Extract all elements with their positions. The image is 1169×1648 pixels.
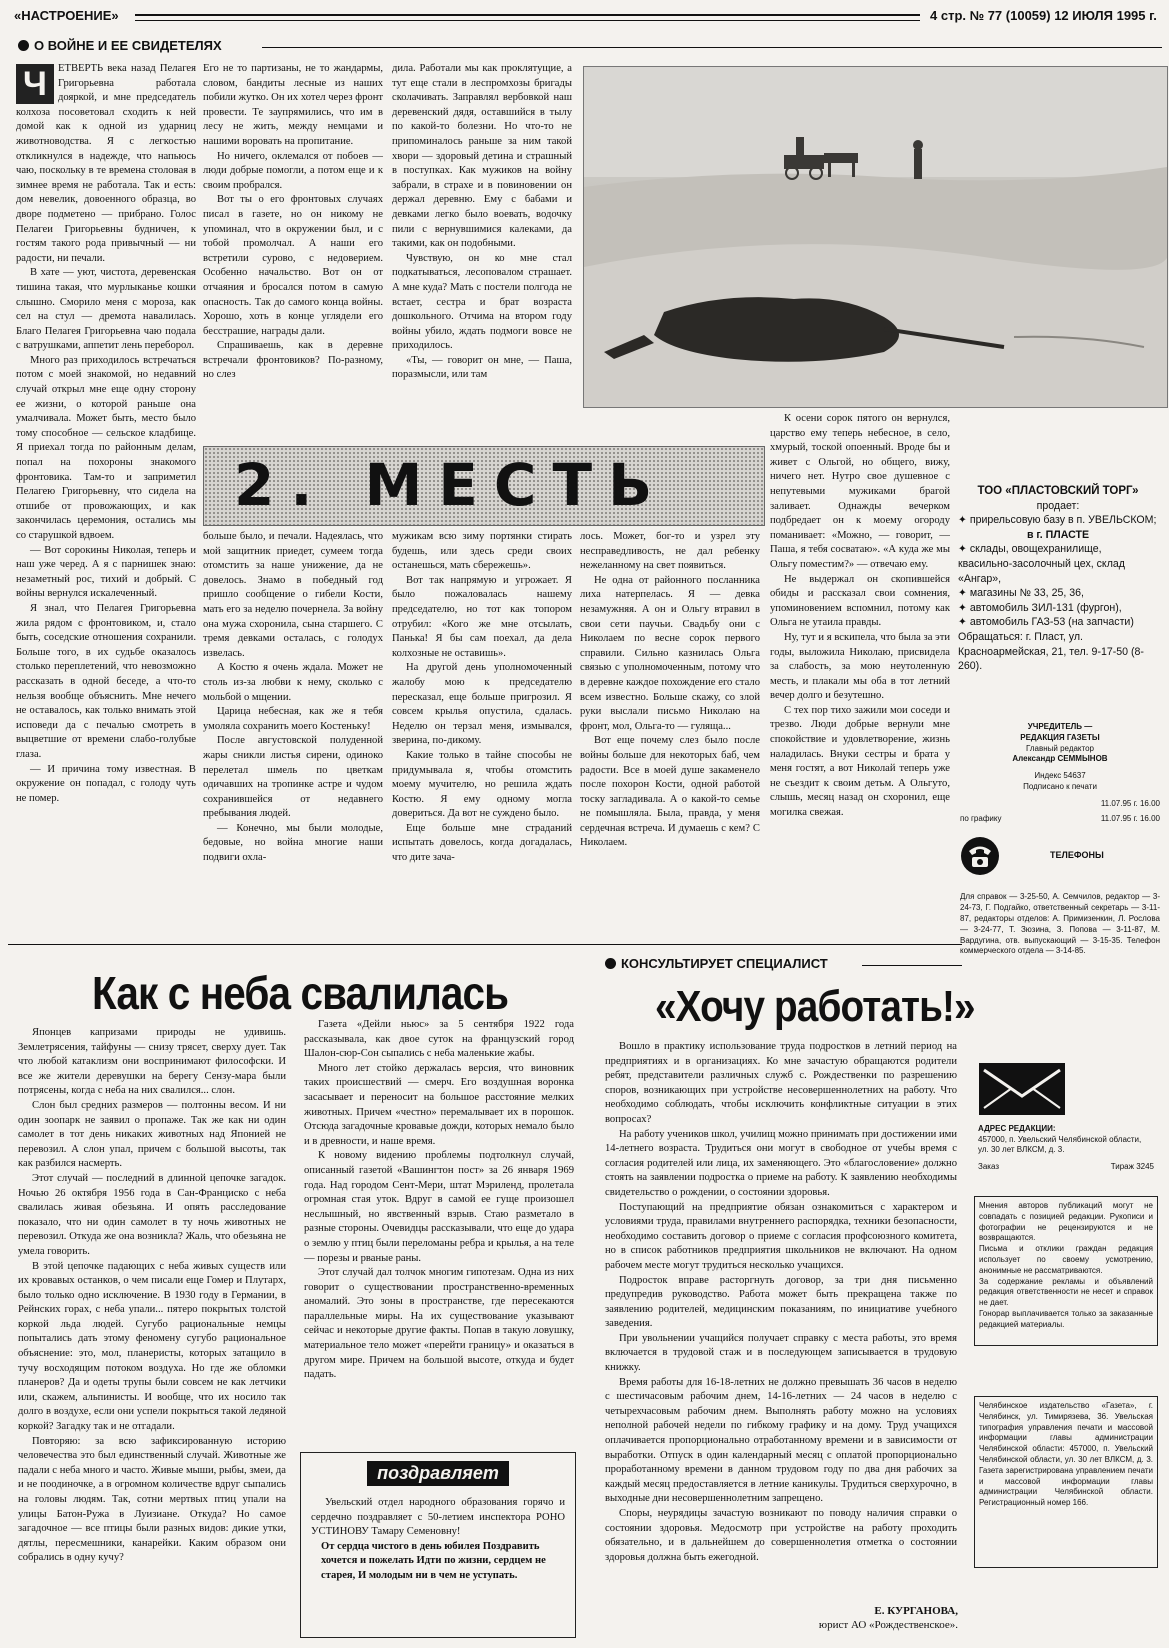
paragraph: Слон был средних размеров — полтонны весом. И ни один зоопарк не заявил о пропаже. Так же как ни один самолет в тот день никаких животных над Японией не перевозил. А слон упал, причем с большой высоты, так как разбился насмерть. [18, 1099, 286, 1170]
article1-col3 [392, 62, 572, 442]
paragraph: Ну, тут и я вскипела, что была за эти годы, выложила Николаю, присвидела за слабость, за мою неутоленную месть, и плакали мы оба в тот летний вечер долго и безутешно. [770, 631, 950, 702]
paragraph: — Вот сорокины Николая, теперь и наш уже черед. А я с парнишек знаю: незаметный рос, тихий и добрый. С войны вернулся искалеченный. [16, 544, 196, 600]
notice-paragraph: Гонорар выплачивается только за заказанные редакцией материалы. [979, 1308, 1153, 1329]
address-box [978, 1062, 1154, 1184]
paragraph: Время работы для 16-18-летних не должно превышать 36 часов в неделю с шестичасовым рабочим днем, 14-16-летних — 24 часов в неделю с четырехчасовым рабочим днем. Выполнять работу можно на условиях неполной рабочей недели по гибкому графику и на дому. Труд учащихся оплачивается пропорционально отработанному времени и в зависимости от выработки. Отпуск в один календарный месяц с оплатой пропорционально проработанному времени в данном трудовом году по два дня рабочих за каждый месяц предоставляется в летние каникулы. Трудиться сверхурочно, в выходные дни несовершеннолетним запрещено. [605, 1376, 957, 1505]
paragraph: дила. Работали мы как проклятущие, а тут еще стали в леспромхозы бригады сколачивать. Заправлял вербовкой наш деревенский дядя, оставшийся в тылу по какой-то болезни. Но что-то не припоминалось раньше за ним такой хвори — здоровый детина и страшный в поступках. Как мужиков на войну забрали, в страхе и в повиновении он держал деревню. Ему с бабами и девками легко было воевать, водочку пили с вернувшимися калеками, да такими, как он подобными. [392, 63, 572, 250]
address-text: 457000, п. Увельский Челябинской области, ул. 30 лет ВЛКСМ, д. 3. [978, 1134, 1142, 1155]
paragraph: Вот ты о его фронтовых случаях писал в газете, но он никому не упоминал, что в окружении был, и с тобой промолчал. А наши его встретили сурово, с недоверием. Особенно начальство. Вот он от отчаяния и бросался потом в самую опасность. Так до самого конца войны. Хорошо, хоть в конце углядели его бесстрашие, награды дали. [203, 194, 383, 337]
ad-item: ✦ склады, овощехранилище, квасильно-засолочный цех, склад «Ангар», [958, 543, 1125, 585]
header-rule [135, 14, 920, 21]
paragraph: На работу учеников школ, училищ можно принимать при достижении ими 14-летнего возраста. Трудиться они могут в свободное от учебы время с согласия родителей или лица, их заменяющего. Это «благословение» должно стоять на заявлении подростка о приеме на работу. К заявлению необходимы свидетельство о рождении, о состоянии здоровья. [605, 1128, 957, 1198]
notice-paragraph: За содержание рекламы и объявлений редакция ответственности не несет и справок не дает. [979, 1276, 1153, 1308]
founder-line: УЧРЕДИТЕЛЬ — [1027, 722, 1093, 731]
paragraph: Не одна от районного посланника лиха натерпелась. Я — девка незамужняя. А он и Ольгу втравил в свои сети паучьи. Свадьбу они с Николаем по весне сорок первого справили. Сильно казнилась Ольга связью с уполномоченным, потому что в деревне каждое похождение его стало всем известно. Больше скажу, со злой руки выслали письмо Николаю на фронт, мол, Ольга-то — гуляща... [580, 574, 760, 732]
notice-paragraph: Мнения авторов публикаций могут не совпадать с позицией редакции. Рукописи и фотографии не рецензируются и не возвращаются. [979, 1201, 1153, 1243]
congrats-title: поздравляет [367, 1461, 509, 1486]
rubric-consult: КОНСУЛЬТИРУЕТ СПЕЦИАЛИСТ [605, 956, 828, 971]
paragraph: Не выдержал он скопившейся обиды и рассказал свои сомнения, упоминовением вспомнил, потому как Ольга не утаила правды. [770, 573, 950, 629]
paragraph: При увольнении учащийся получает справку с места работы, это время включается в трудовой стаж и в последующем записывается в трудовую книжку. [605, 1332, 957, 1374]
ad-item: ✦ прирельсовую базу в п. УВЕЛЬСКОМ; [958, 514, 1157, 527]
article1-col2 [203, 62, 383, 442]
paragraph: — И причина тому известная. В окружение он попадал, с голоду чуть не помер. [16, 763, 196, 804]
article2-title: Как с неба свалилась [92, 967, 509, 1019]
ad-item: в г. ПЛАСТЕ [1026, 528, 1090, 541]
section-banner [203, 446, 765, 526]
article2-col2 [304, 1018, 574, 1440]
founder-line: РЕДАКЦИЯ ГАЗЕТЫ [1020, 732, 1100, 742]
paragraph: К осени сорок пятого он вернулся, царство ему теперь небесное, в село, хмурый, тоской опоенный. Вроде бы и живет с Ольгой, но общего, вижу, ничего нет. Нутро свое душевное с непутевыми мужиками брагой заливает. Однажды вечерком подбредает он к моему огороду поманивает: «Можно, — говорит, — Паша, я тебя сосватаю». «А куда же мы Ольгу поместим?» — отвечаю ему. [770, 413, 950, 570]
banner-title: 2. МЕСТЬ [234, 451, 669, 519]
paragraph: Но ничего, оклемался от побоев — люди добрые помогли, а потом еще и к своим пробрался. [203, 150, 383, 191]
article1-col1 [16, 62, 196, 920]
publisher-box [974, 1396, 1158, 1568]
article1-bottom-col3 [580, 530, 760, 920]
paragraph: Споры, неурядицы зачастую возникают по поводу наличия справки о состоянии здоровья. Медосмотр при устройстве на работу проходить обязательно, и в дальнейшем до совершеннолетия отметка о состоянии здоровья должна быть ежегодной. [605, 1508, 957, 1563]
paragraph: Я знал, что Пелагея Григорьевна жила рядом с фронтовиком, и, стало быть, соседские отношения сохранили. Больше того, в их судьбе оказалось столько переплетений, что невозможно рассказать в одной беседе, а что-то нельзя вообще объяснить. Мне нечего не оставалось, как только внимать этой исповеди да с печалью смотреть в выцветшие от времени слабо-голубые глаза. [16, 602, 196, 760]
paragraph: В этой цепочке падающих с неба живых существ или их кровавых останков, о чем писали еще Гомер и Плутарх, было только одно исключение. В 1930 году в Германии, в Рейнских горах, с неба упали... пятеро покрытых толстой коркой льда людей. Сугубо рациональные немцы попытались дать этому феномену сугубо рациональное объяснение: это, мол, планеристы, которых затащило в тучу восходящим потоком воздуха. Но где же обломки планеров? Да и одеты трупы были совсем не как летчики или, скажем, альпинисты. И вообще, что их носило так долго в воздухе, если они успели покрыться такой ледяной коркой? Загадку так и не отгадали. [18, 1260, 286, 1433]
congrats-text [311, 1496, 565, 1584]
index: Индекс 54637 [1034, 771, 1086, 781]
publisher-text: Челябинское издательство «Газета», г. Челябинск, ул. Тимирязева, 36. Увельская типография управления печати и массовой информации главы администрации Челябинской области: 457000, п. Увельский Челябинской области, ул. 30 лет ВЛКСМ, д. 3. Газета зарегистрирована управлением печати и массовой информации главы администрации Челябинской области. Регистрационный номер 166. [979, 1401, 1153, 1508]
phones-list: Для справок — 3-25-50, А. Семчилов, редактор — 3-24-73, Г. Подгайко, ответственный секретарь — 3-11-87, редакторы отделов: А. Примизенкин, Л. Рослова — 3-24-77, Т. Зюзина, З. Попова — 3-11-87, М. Вардугина, отв. выпускающий — 3-15-35. Телефон коммерческого отдела — 3-14-85. [960, 892, 1160, 956]
article1-right-col [770, 412, 950, 922]
paragraph: Вошло в практику использование труда подростков в летний период на предприятиях и в организациях. Ко мне зачастую обращаются родители ребят, представители различных служб с. Рождественки по разрешению споров, возникающих при устройстве несовершеннолетних на работу. Что необходимо соблюдать, чтобы исключить конфликтные ситуации в этих вопросах? [605, 1041, 957, 1125]
telephone-icon [960, 836, 1000, 876]
paragraph: Какие только в тайне способы не придумывала я, чтобы отомстить моему мучителю, но решила ждать Костю. Я ему одному могла довериться. Да вот не суждено было. [392, 749, 572, 820]
envelope-icon [978, 1062, 1066, 1116]
ad-title: ТОО «ПЛАСТОВСКИЙ ТОРГ» [977, 485, 1139, 497]
phones-title: ТЕЛЕФОНЫ [1050, 850, 1104, 861]
ad-item: ✦ автомобиль ГАЗ-53 (на запчасти) [958, 616, 1134, 629]
paragraph: Подросток вправе расторгнуть договор, за три дня письменно предупредив руководство. Работа может быть прекращена также по заявлению родителей, медицинским показаниям, по инициативе учебного заведения. [605, 1274, 957, 1330]
founder-line: Александр СЕММЫНОВ [1012, 754, 1108, 764]
paragraph: Газета «Дейли ньюс» за 5 сентября 1922 года рассказывала, как двое суток на французский город Шалон-сюр-Сон сыпались с неба маленькие жабы. [304, 1019, 574, 1060]
ad-item: ✦ автомобиль ЗИЛ-131 (фургон), [958, 601, 1122, 614]
paragraph: Царица небесная, как же я тебя умоляла сохранить моего Костеньку! [203, 706, 383, 732]
paragraph: Этот случай — последний в длинной цепочке загадок. Ночью 26 октября 1956 года в Сан-Франциско с неба свалилась живая обезьяна. И опять расследование показало, что ни один самолет в ту ночь животных не перевозил. Откуда же она возникла? Жаль, что обезьяна не умела говорить. [18, 1172, 286, 1257]
article3-body [605, 1040, 957, 1600]
notice-box [974, 1196, 1158, 1346]
paragraph: Увельский отдел народного образования горячо и сердечно поздравляет с 50-летием инспектора РОНО УСТИНОВУ Тамару Семеновну! [311, 1497, 565, 1538]
author-name: Е. КУРГАНОВА, [874, 1605, 958, 1617]
paragraph: Много лет стойко держалась версия, что виновник таких происшествий — смерч. Его воздушная воронка засасывает и переносит на большое расстояние мелких животных. Причем «честно» перемалывает их в порошок. Отсюда загадочные кровавые дожди, которых немало было и в древности, и наше время. [304, 1062, 574, 1147]
paragraph: лось. Может, бог-то и узрел эту несправедливость, не дал ребенку нежеланному на свет появиться. [580, 531, 760, 572]
paragraph: больше было, и печали. Надеялась, что мой защитник приедет, сумеем тогда отомстить за наше унижение, да не довелось. Знамо в победный год пришло сообщение о гибели Кости, мать его за неделю почернела. За войну она мужа схоронила, сына старшего. С тремя девками осталась, с голодух извелась. [203, 531, 383, 659]
paragraph: После августовской полуденной жары сникли листья сирени, одиноко перелетал шмель по цветкам одичавших на тропинке астре и чудом сохранившейся от недавнего пребывания людей. [203, 735, 383, 820]
paragraph: Поступающий на предприятие обязан ознакомиться с характером и условиями труда, правилами внутреннего распорядка, техники безопасности, необходимо составить договор о приеме с согласия профсоюзного комитета, но в список работников предприятия школьников не включают. На одном рабочем месте могут трудиться несколько учащихся. [605, 1201, 957, 1271]
paragraph: К новому видению проблемы подтолкнул случай, описанный газетой «Вашингтон пост» за 26 января 1969 года. Над городом Сент-Мери, штат Мэриленд, пролетала огромная стая уток. Вдруг в самой ее гуще произошел неслышный, но явственный взрыв. Стаю разметало в разные стороны. Очевидцы рассказывали, что еще до удара о землю у птиц были переломаны ребра и крылья, а на теле — порезы и рваные раны. [304, 1150, 574, 1264]
war-photo [583, 66, 1168, 408]
article3-signature [760, 1604, 958, 1632]
bullet-icon [18, 40, 29, 51]
signed-label: Подписано к печати [1023, 781, 1097, 791]
article3-title: «Хочу работать!» [655, 982, 975, 1031]
paragraph: Его не то партизаны, не то жандармы, словом, бандиты лесные из наших побили жутко. Он их хотел через фронт провести. Те заупрямились, что им в лесу не жить, между немцами и нашими воровать на пропитание. [203, 63, 383, 147]
bottom-divider [8, 944, 962, 945]
paragraph: Повторяю: за всю зафиксированную историю человечества это был единственный случай. Животные же падали с неба много и часто. Живые мыши, рыбы, змеи, да и не поодиночке, а в огромном количестве вдруг сыпались на головы людям. Так, сотни мертвых птиц упали на улицы Батон-Ружа в Луизиане. Откуда? Но самое загадочное — все птицы были разных видов: дикие утки, дятлы, пересмешники, канарейки. Каким образом они собрались в одну кучу? [18, 1435, 286, 1564]
paragraph: «Ты, — говорит он мне, — Паша, поразмысли, или там [392, 354, 572, 381]
paragraph: — Конечно, мы были молодые, бедовые, но война многие наши подвиги охла- [203, 822, 383, 864]
paragraph: мужикам всю зиму портянки стирать будешь, или здесь среди своих останешься, мать сбережешь». [392, 531, 572, 572]
address-title: АДРЕС РЕДАКЦИИ: [978, 1123, 1056, 1133]
congrats-box [300, 1452, 576, 1638]
paragraph: Этот случай дал толчок многим гипотезам. Одна из них говорит о существовании пространственно-временных аномалий. Это зоны в пространстве, где пересекаются параллельные миры. На их существование указывают сейчас и некоторые другие факты. Попав в такую ловушку, материальное тело может «перейти границу» и оказаться в другом мире. Причем на большой высоте, откуда и будет падать. [304, 1267, 574, 1381]
paragraph: ЕТВЕРТЬ века назад Пелагея Григорьевна работала дояркой, и мне председатель колхоза посоветовал сходить к ней домой как к одной из ударниц животноводства. Я с легкостью откликнулся в надежде, что напьюсь чаю, поскольку в те времена столовая в зимнее время не работала. Так и есть: дом невелик, довоенного образца, во дворе подметено — прибрано. Голос Пелагеи Григорьевны будничен, к гостям такого рода привычный — ни радости, ни печали. [16, 63, 196, 264]
article1-bottom-col2 [392, 530, 572, 920]
paragraph: На другой день уполномоченный жалобу мою к председателю пересказал, еще больше пригрозил. Я совсем крылья опустила, сдалась. Неделю он терзал меня, измывался, зверина, по-дикому. [392, 662, 572, 747]
paragraph: А Костю я очень ждала. Может не столь из-за любви к нему, сколько с мольбой о мщении. [203, 662, 383, 703]
paragraph: Много раз приходилось встречаться потом с моей знакомой, но недавний случай открыл мне еще одну сторону ее жизни, о которой раньше она умалчивала. Может быть, место было тому способное — сельское кладбище. Я приехал тогда по районным делам, попал на похороны знакомого фронтовика. Там-то и заприметил Пелагею Григорьевну, что сидела на отшибе от провожающих, и как закончилась церемония, остались мы со старушкой вдвоем. [16, 354, 196, 541]
paragraph: Вот еще почему слез было после войны больше для некоторых баб, чем радости. Все в моей душе закаменело после похорон Кости, одной работой тоску загладивала. А о какой-то семье не помышляла. Была, правда, у меня сердечная встреча. И думаешь с кем? С Николаем. [580, 735, 760, 849]
bullet-icon [605, 958, 616, 969]
rubric-war: О ВОЙНЕ И ЕЕ СВИДЕТЕЛЯХ [18, 38, 222, 53]
signed-date: 11.07.95 г. 16.00 [1100, 798, 1160, 808]
author-title: юрист АО «Рождественское». [818, 1619, 958, 1631]
ad-item: ✦ магазины № 33, 25, 36, [958, 587, 1084, 600]
rubric-rule [262, 47, 1162, 48]
phones-header [960, 836, 1160, 880]
founder-box [960, 722, 1160, 1042]
paragraph: Вот так напрямую и угрожает. Я было пожаловалась нашему председателю, но тот как топором отрубил: «Кого же мне отсылать, Панька! Я бы сам поехал, да делa колхозные не оставишь». [392, 574, 572, 659]
paragraph: Еще больше мне страданий испытать довелось, когда догадалась, что дите зача- [392, 822, 572, 864]
paragraph: Японцев капризами природы не удивишь. Землетрясения, тайфуны — снизу трясет, сверху дует. Так что любой катаклизм они воспринимают философски. И все же жители деревушки на берегу Сензу-мара были потрясены, когда с неба на них свалился... слон. [18, 1027, 286, 1097]
drop-cap: Ч [16, 64, 54, 104]
ad-contact: Обращаться: г. Пласт, ул. Красноармейская, 21, тел. 9-17-50 (8-260). [958, 630, 1144, 673]
paragraph: С тех пор тихо зажили мои соседи и трезво. Люди добрые вернули мне спокойствие и удовлетворение, жизнь наладилась. Внуки сестры и брата у меня гостят, а вот Николай теперь уже не съездит к своим детьм. А Ольгуто, слышь, месяц назад он схоронил, еще могилка свежая. [770, 704, 950, 819]
paragraph: Чувствую, он ко мне стал подкатываться, лесоповалом страшает. А мне куда? Мать с постели полгода не встает, сестра и брат возраста дошкольного. Отчима на втором году войны убило, ждать подмоги вовсе не приходилось. [392, 252, 572, 352]
schedule-row: по графику 11.07.95 г. 16.00 [960, 813, 1160, 823]
ad-plast-torg [958, 484, 1158, 694]
ad-subtitle: продает: [1036, 499, 1080, 512]
paragraph: В хате — уют, чистота, деревенская тишина такая, что мурлыканье кошки слышно. Сморило меня с мороза, как сел на стул — дремота навалилась. Благо Пелагея Григорьевна чаю подала с ватрушками, аппетит лень переборол. [16, 267, 196, 352]
photo-illustration [584, 67, 1167, 407]
notice-paragraph: Письма и отклики граждан редакция использует по своему усмотрению, анонимные не рассматриваются. [979, 1244, 1153, 1275]
issue-info: 4 стр. № 77 (10059) 12 ИЮЛЯ 1995 г. [930, 8, 1157, 23]
congrats-poem: От сердца чистого в день юбилея Поздравить хочется и пожелать Идти по жизни, сердцем не старея, И молодым ни в чем не уступать. [321, 1540, 546, 1581]
article1-bottom-col1 [203, 530, 383, 920]
founder-line: Главный редактор [1025, 743, 1094, 753]
paragraph: Спрашиваешь, как в деревне встречали фронтовиков? По-разному, но слез [203, 340, 383, 381]
article2-col1 [18, 1026, 286, 1636]
section-name: «НАСТРОЕНИЕ» [14, 8, 119, 23]
order-row: Заказ Тираж 3245 [978, 1162, 1154, 1172]
rubric-rule [862, 965, 962, 966]
